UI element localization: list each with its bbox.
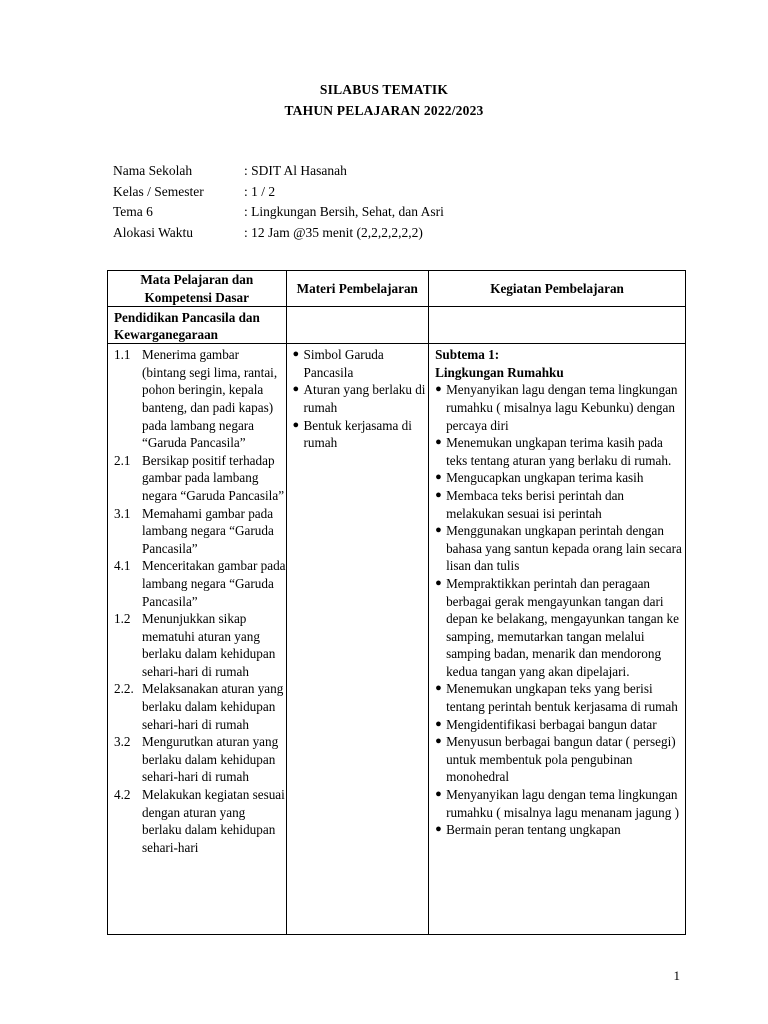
header-cell-subject: Mata Pelajaran dan Kompetensi Dasar <box>108 271 287 307</box>
bullet-icon: ● <box>292 418 300 431</box>
bullet-icon: ● <box>435 488 442 501</box>
info-value: : 12 Jam @35 menit (2,2,2,2,2,2) <box>244 224 423 240</box>
activity-text: Menggunakan ungkapan perintah dengan bahasa yang santun kepada orang lain secara lisan dan tulis <box>446 523 682 574</box>
activity-item <box>435 522 685 575</box>
competency-item <box>114 505 286 558</box>
empty-cell <box>286 307 429 344</box>
activity-text: Bermain peran tentang ungkapan <box>446 822 621 838</box>
competency-item <box>114 557 286 610</box>
competency-item <box>114 733 286 786</box>
competency-number: 3.2 <box>114 734 131 750</box>
competency-text: Mengurutkan aturan yang berlaku dalam kehidupan sehari-hari di rumah <box>142 734 279 785</box>
activity-cell <box>429 344 686 935</box>
activity-text: Mempraktikkan perintah dan peragaan berbagai gerak mengayunkan tangan dari depan ke belakang, mengayunkan tangan ke samping, memutarkan tangan melalui samping badan, menarik dan mendorong kedua tangan yang akan dipelajari. <box>446 575 679 679</box>
document-title: SILABUS TEMATIK <box>319 82 449 97</box>
header-cell-material: Materi Pembelajaran <box>286 271 429 307</box>
info-label: Kelas / Semester <box>113 183 204 199</box>
competency-number: 2.1 <box>114 452 131 468</box>
activity-text: Menyanyikan lagu dengan tema lingkungan rumahku ( misalnya lagu Kebunku) dengan percaya diri <box>446 382 678 433</box>
competency-list <box>108 344 286 856</box>
subtheme-label: Subtema 1: <box>435 347 500 363</box>
activity-item <box>435 487 685 522</box>
activity-text: Membaca teks berisi perintah dan melakukan sesuai isi perintah <box>446 487 625 521</box>
info-value: : SDIT Al Hasanah <box>244 163 347 178</box>
bullet-icon: ● <box>435 682 442 695</box>
material-text: Aturan yang berlaku di rumah <box>303 382 426 415</box>
material-text: Bentuk kerjasama di rumah <box>303 417 412 451</box>
competency-number: 4.1 <box>114 558 131 574</box>
syllabus-table <box>107 270 686 935</box>
empty-cell <box>429 307 686 344</box>
activity-item <box>435 575 685 681</box>
bullet-icon: ● <box>435 823 442 836</box>
bullet-icon: ● <box>435 788 442 801</box>
competency-text: Bersikap positif terhadap gambar pada lambang negara “Garuda Pancasila” <box>142 452 285 503</box>
competency-text: Melaksanakan aturan yang berlaku dalam kehidupan sehari-hari di rumah <box>142 681 284 732</box>
bullet-icon: ● <box>435 471 442 484</box>
activity-item <box>435 680 685 715</box>
info-label: Tema 6 <box>113 204 153 219</box>
activity-item <box>435 469 685 487</box>
activity-item <box>435 716 685 734</box>
activity-text: Mengidentifikasi berbagai bangun datar <box>446 716 657 732</box>
competency-item <box>114 610 286 680</box>
competency-item <box>114 680 286 733</box>
page-number: 1 <box>673 968 680 983</box>
content-row <box>108 344 686 935</box>
info-value: : 1 / 2 <box>244 183 276 199</box>
competency-number: 1.1 <box>114 347 131 363</box>
material-item <box>293 381 429 416</box>
competency-text: Menunjukkan sikap mematuhi aturan yang berlaku dalam kehidupan sehari-hari di rumah <box>142 611 276 679</box>
info-label: Alokasi Waktu <box>113 224 194 240</box>
info-row-time <box>113 225 444 246</box>
activity-text: Menyusun berbagai bangun datar ( persegi) untuk membentuk pola pengubinan monohedral <box>446 734 676 785</box>
competency-number: 4.2 <box>114 787 131 803</box>
activity-item <box>435 821 685 839</box>
bullet-icon: ● <box>435 735 442 748</box>
competency-item <box>114 452 286 505</box>
document-subtitle: TAHUN PELAJARAN 2022/2023 <box>284 103 484 118</box>
activity-text: Menemukan ungkapan terima kasih pada teks tentang aturan yang berlaku di rumah. <box>446 435 672 468</box>
competency-item <box>114 786 286 856</box>
school-info <box>113 163 444 245</box>
info-row-theme <box>113 204 444 225</box>
competency-number: 2.2. <box>114 681 134 697</box>
info-row-school <box>113 163 444 184</box>
competency-number: 3.1 <box>114 505 131 521</box>
competency-number: 1.2 <box>114 611 131 627</box>
competency-item <box>114 346 286 452</box>
material-cell <box>286 344 429 935</box>
bullet-icon: ● <box>292 383 300 396</box>
bullet-icon: ● <box>292 348 300 361</box>
competency-text: Melakukan kegiatan sesuai dengan aturan yang berlaku dalam kehidupan sehari-hari <box>142 787 285 855</box>
subtheme-title: Lingkungan Rumahku <box>435 364 564 380</box>
activity-text: Menyanyikan lagu dengan tema lingkungan rumahku ( misalnya lagu menanam jagung ) <box>446 787 679 820</box>
competency-text: Menerima gambar (bintang segi lima, rantai, pohon beringin, kepala banteng, dan padi kapas) pada lambang negara “Garuda Pancasila” <box>142 347 278 451</box>
bullet-icon: ● <box>435 383 442 396</box>
material-item <box>293 417 429 452</box>
competency-cell <box>108 344 287 935</box>
info-value: : Lingkungan Bersih, Sehat, dan Asri <box>244 204 444 219</box>
header-cell-activity: Kegiatan Pembelajaran <box>429 271 686 307</box>
competency-text: Memahami gambar pada lambang negara “Garuda Pancasila” <box>142 505 274 556</box>
bullet-icon: ● <box>435 524 442 537</box>
subject-row <box>108 307 686 344</box>
bullet-icon: ● <box>435 436 442 449</box>
activity-list <box>435 381 685 838</box>
material-item <box>293 346 429 381</box>
material-list <box>287 344 429 452</box>
activity-text: Menemukan ungkapan teks yang berisi tentang perintah bentuk kerjasama di rumah <box>446 681 678 715</box>
material-text: Simbol Garuda Pancasila <box>303 347 384 380</box>
competency-text: Menceritakan gambar pada lambang negara “Garuda Pancasila” <box>142 558 286 609</box>
activity-text: Mengucapkan ungkapan terima kasih <box>446 470 644 486</box>
activity-item <box>435 786 685 821</box>
activity-item <box>435 381 685 434</box>
activity-item <box>435 733 685 786</box>
bullet-icon: ● <box>435 576 442 589</box>
subject-name: Pendidikan Pancasila dan Kewarganegaraan <box>108 307 287 344</box>
bullet-icon: ● <box>435 717 442 730</box>
info-label: Nama Sekolah <box>113 163 193 178</box>
info-row-class <box>113 184 444 205</box>
activity-item <box>435 434 685 469</box>
table-header-row <box>108 271 686 307</box>
